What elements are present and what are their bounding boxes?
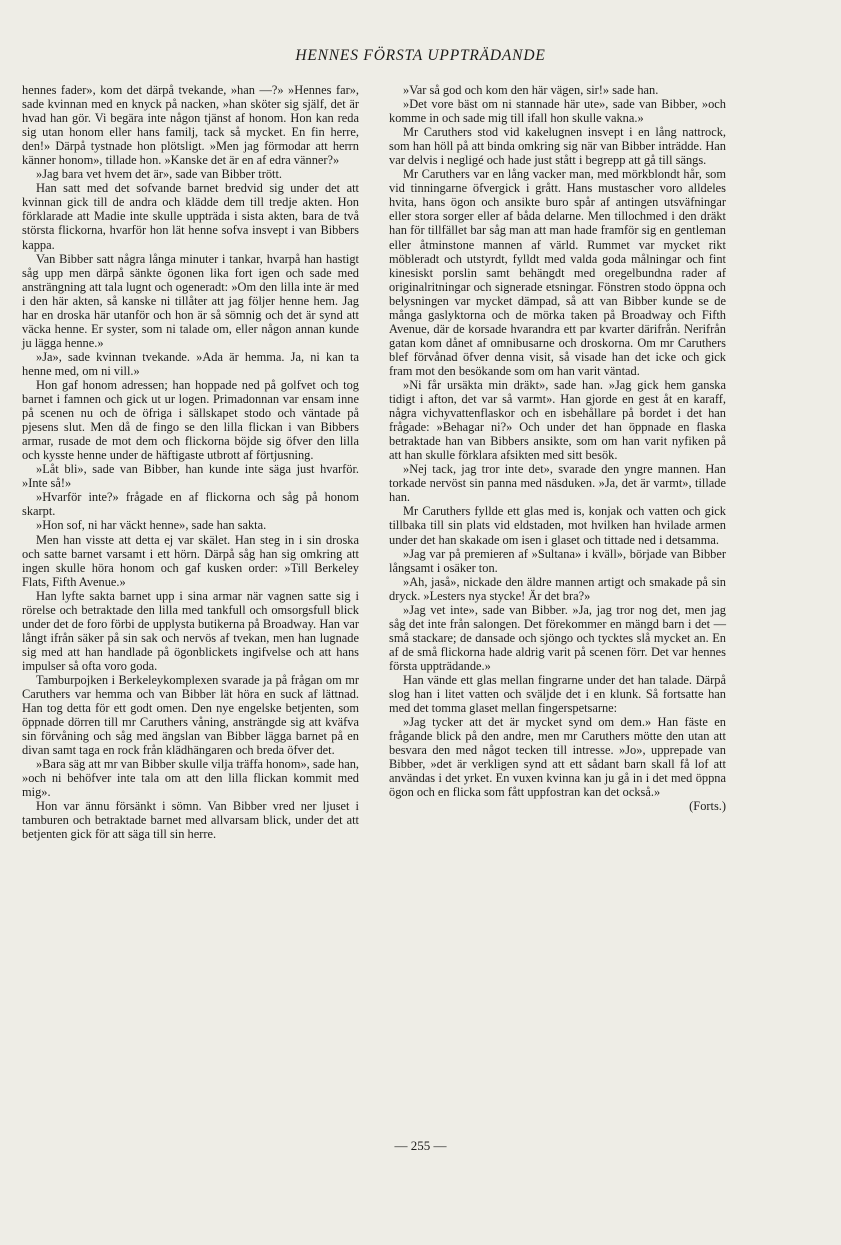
paragraph: »Ja», sade kvinnan tvekande. »Ada är hemma. Ja, ni kan ta henne med, om ni vill.» <box>22 349 359 378</box>
right-column <box>389 83 726 813</box>
left-column <box>22 83 359 842</box>
paragraph: »Låt bli», sade van Bibber, han kunde inte säga just hvarför. »Inte så!» <box>22 462 359 491</box>
running-header: HENNES FÖRSTA UPPTRÄDANDE <box>295 47 546 64</box>
paragraph: »Ni får ursäkta min dräkt», sade han. »Jag gick hem ganska tidigt i afton, det var så varmt». Han gjorde en gest åt en karaff, några vichyvattenflaskor och en isbehållare på bordet i det han frågade: »Behagar ni?» Och under det han öppnade en flaska betraktade han van Bibbers ansikte, som om han varit nyfiken på att han skulle förklara afsikten med sitt besök. <box>389 377 726 463</box>
paragraph: »Jag vet inte», sade van Bibber. »Ja, jag tror nog det, men jag såg det inte från salongen. Det förekommer en mängd barn i det — små stackare; de dansade och sjöngo och tycktes slå mycket an. En af de små flickorna hade aldrig varit på scenen förr. Det var hennes första uppträdande.» <box>389 602 726 673</box>
paragraph: »Jag tycker att det är mycket synd om dem.» Han fäste en frågande blick på den andre, men mr Caruthers mötte den utan att besvara den med något tecken till intresse. »Jo», upprepade van Bibber, »det är verkligen synd att ett sådant barn skall få lof att användas i det yrket. En vuxen kvinna kan ju gå in i det med öppna ögon och en flicka som fått uppfostran kan det också.» <box>389 715 726 800</box>
paragraph: Mr Caruthers var en lång vacker man, med mörkblondt hår, som vid tinningarne öfvergick i grått. Hans mustascher voro alldeles hvita, hans ögon och ansikte buro spår af antingen utsväfningar eller stora sorger eller af båda delarne. Men tillochmed i den dräkt han för tillfället bar såg man att man hade framför sig en gentleman eller åtminstone mannen af värld. Rummet var mycket rikt möbleradt och utstyrdt, fylldt med valda goda målningar och fint kinesiskt porslin samt behängdt med oregelbundna rader af originalritningar och signerade etsningar. Fönstren stodo öppna och belysningen var mycket dämpad, så att van Bibber kunde se de många gaslyktorna och de mörka taken på Broadway och Fifth Avenue, där de korsade hvarandra ett par kvarter därifrån. Nerifrån gatan kom dånet af omnibusarne och droskorna. Om mr Caruthers blef förvånad öfver denna visit, så visade han det icke och gick fram mot den besökande som om han varit väntad. <box>389 167 726 378</box>
paragraph: Men han visste att detta ej var skälet. Han steg in i sin droska och satte barnet varsamt i ett hörn. Därpå såg han sig omkring att ingen skulle höra honom och gaf kusken order: »Till Berkeley Flats, Fifth Avenue.» <box>22 532 359 589</box>
paragraph: Mr Caruthers stod vid kakelugnen insvept i en lång nattrock, som han höll på att binda omkring sig när van Bibber inträdde. Han var delvis i negligé och hade just stått i begrepp att gå till sängs. <box>389 125 726 168</box>
paragraph: »Ah, jaså», nickade den äldre mannen artigt och smakade på sin dryck. »Lesters nya stycke! Är det bra?» <box>389 574 726 603</box>
paragraph: Hon gaf honom adressen; han hoppade ned på golfvet och tog barnet i famnen och gick ut ur logen. Primadonnan var ensam inne på scenen nu och de öfriga i sällskapet stodo och väntade på pjesens slut. Men då de fingo se den lilla flickan i van Bibbers armar, rusade de mot dem och flickorna böjde sig öfver den lilla och kysste henne under de häftigaste utbrott af förtjusning. <box>22 377 359 463</box>
paragraph: Han vände ett glas mellan fingrarne under det han talade. Därpå slog han i litet vatten och sväljde det i en klunk. Så fortsatte han med det tomma glaset mellan fingerspetsarne: <box>389 672 726 716</box>
paragraph: Van Bibber satt några långa minuter i tankar, hvarpå han hastigt såg upp men därpå sänkte ögonen lika fort igen och sade med ansträngning att tala lugnt och ogeneradt: »Om den lilla inte är med i den här akten, så kanske ni tillåter att jag följer henne hem. Jag har en droska här utanför och hon är så sömnig och det är synd att väcka henne. Er syster, som ni talade om, eller någon annan kunde ju lägga henne.» <box>22 251 359 350</box>
paragraph: »Jag var på premieren af »Sultana» i kväll», började van Bibber långsamt i osäker ton. <box>389 546 726 575</box>
page-number: — 255 — <box>394 1138 447 1153</box>
paragraph: »Hvarför inte?» frågade en af flickorna och såg på honom skarpt. <box>22 490 359 519</box>
paragraph: »Var så god och kom den här vägen, sir!» sade han. <box>403 83 659 97</box>
paragraph: »Det vore bäst om ni stannade här ute», sade van Bibber, »och komme in och sade mig till ifall hon skulle vakna.» <box>389 97 726 126</box>
paragraph: »Jag bara vet hvem det är», sade van Bibber trött. <box>36 167 283 182</box>
continued-marker: (Forts.) <box>689 799 726 814</box>
paragraph: Mr Caruthers fyllde ett glas med is, konjak och vatten och gick tillbaka till sin plats vid eldstaden, mot hvilken han hvilade armen under det han skakade om isen i glaset och tittade ned i detsamma. <box>389 504 726 547</box>
paragraph: hennes fader», kom det därpå tvekande, »han —?» »Hennes far», sade kvinnan med en knyck på nacken, »han sköter sig själf, det är hvad han gör. Vi begära inte någon tjänst af honom. Hon kan reda sig utan honom eller hans familj, tack så mycket. En fin herre, den!» Därpå tystnade hon plötsligt. »Men jag förmodar att herrn känner honom», tillade hon. »Kanske det är en af edra vänner?» <box>22 83 359 168</box>
paragraph: Hon var ännu försänkt i sömn. Van Bibber vred ner ljuset i tamburen och betraktade barnet med allvarsam blick, under det att betjenten gick för att säga till sin herre. <box>22 799 359 842</box>
paragraph: »Nej tack, jag tror inte det», svarade den yngre mannen. Han torkade nervöst sin panna med näsduken. »Ja, det är varmt», tillade han. <box>389 462 726 505</box>
paragraph: Han lyfte sakta barnet upp i sina armar när vagnen satte sig i rörelse och betraktade den lilla med tankfull och omsorgsfull blick under det de foro förbi de upplysta butikerna på Broadway. Han var långt ifrån säker på sin sak och nervös af tvekan, men han lugnade sig med att han handlade på ögonblickets ingifvelse och att hans impulser så ofta voro goda. <box>22 588 359 673</box>
paragraph: Han satt med det sofvande barnet bredvid sig under det att kvinnan gick till de andra och klädde dem till tredje akten. Hon förklarade att Madie inte skulle uppträda i sista akten, bara de två största flickorna, hvarför hon lät henne sofva insvept i van Bibbers kappa. <box>22 181 359 252</box>
paragraph: Tamburpojken i Berkeleykomplexen svarade ja på frågan om mr Caruthers var hemma och van Bibber lät höra en suck af lättnad. Han tog detta för ett godt omen. Den nye engelske betjenten, som öppnade dörren till mr Caruthers våning, ansträngde sig att kväfva sin förvåning och såg med ängslan van Bibber lägga barnet på en divan samt taga en rock från klädhängaren och breda öfver det. <box>22 672 359 758</box>
paragraph: »Bara säg att mr van Bibber skulle vilja träffa honom», sade han, »och ni behöfver inte tala om att den lilla flickan kommit med mig». <box>22 757 359 800</box>
paragraph: »Hon sof, ni har väckt henne», sade han sakta. <box>36 518 267 533</box>
